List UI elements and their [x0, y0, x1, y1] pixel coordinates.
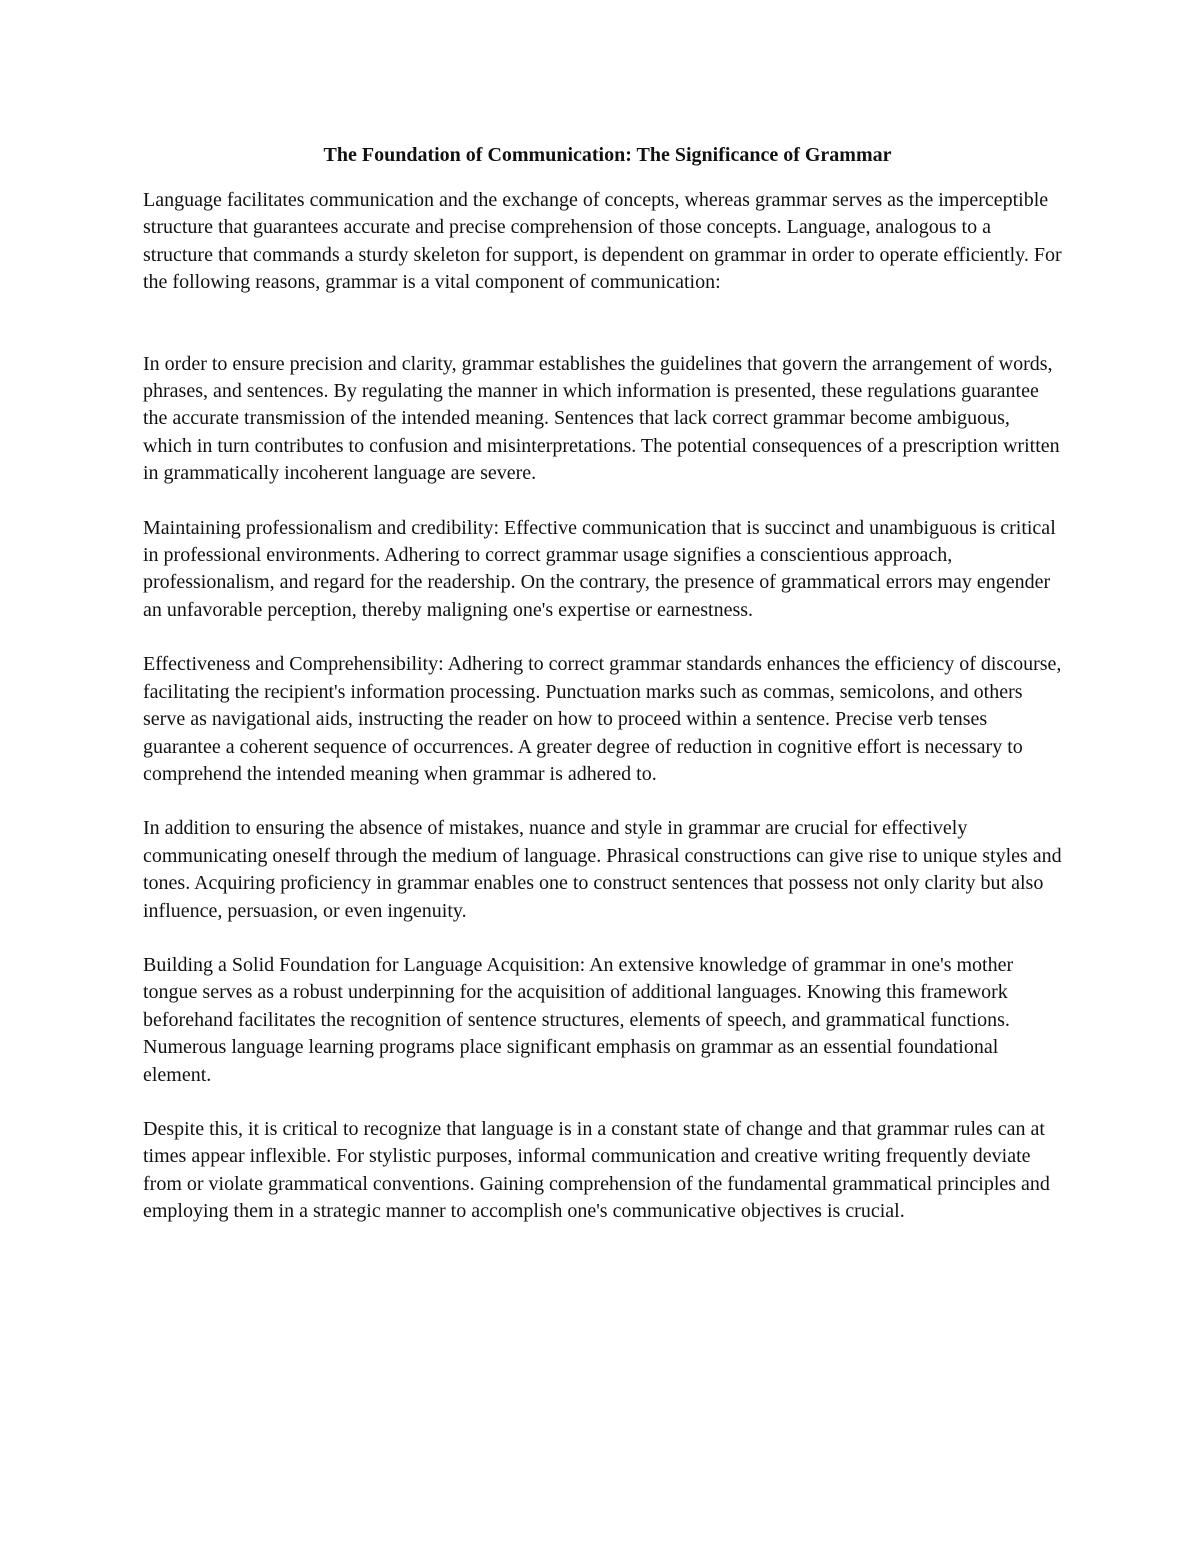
paragraph-precision-clarity: In order to ensure precision and clarity, grammar establishes the guidelines that govern the arrangement of words, phrases, and sentences. By regulating the manner in which information is presented, these regulations guarantee the accurate transmission of the intended meaning. Sentences that lack correct grammar become ambiguous, which in turn contributes to confusion and misinterpretations. The potential consequences of a prescription written in grammatically incoherent language are severe.	[143, 352, 1060, 485]
paragraph-introduction: Language facilitates communication and the exchange of concepts, whereas grammar serves as the imperceptible structure that guarantees accurate and precise comprehension of those concepts. Language, analogous to a structure that commands a sturdy skeleton for support, is dependent on grammar in order to operate efficiently. For the following reasons, grammar is a vital component of communication:	[143, 189, 1062, 294]
paragraph-professionalism: Maintaining professionalism and credibility: Effective communication that is succinct and unambiguous is critical in professional environments. Adhering to correct grammar usage signifies a conscientious approach, professionalism, and regard for the readership. On the contrary, the presence of grammatical errors may engender an unfavorable perception, thereby maligning one's expertise or earnestness.	[143, 516, 1056, 621]
paragraph-language-acquisition: Building a Solid Foundation for Language Acquisition: An extensive knowledge of grammar in one's mother tongue serves as a robust underpinning for the acquisition of additional languages. Knowing this framework beforehand facilitates the recognition of sentence structures, elements of speech, and grammatical functions. Numerous language learning programs place significant emphasis on grammar as an essential foundational element.	[143, 953, 1014, 1086]
paragraph-conclusion: Despite this, it is critical to recognize that language is in a constant state of change and that grammar rules can at times appear inflexible. For stylistic purposes, informal communication and creative writing frequently deviate from or violate grammatical conventions. Gaining comprehension of the fundamental grammatical principles and employing them in a strategic manner to accomplish one's communicative objectives is crucial.	[143, 1117, 1050, 1223]
document-body	[143, 187, 1062, 1226]
paragraph-nuance-style: In addition to ensuring the absence of mistakes, nuance and style in grammar are crucial for effectively communicating oneself through the medium of language. Phrasical constructions can give rise to unique styles and tones. Acquiring proficiency in grammar enables one to construct sentences that possess not only clarity but also influence, persuasion, or even ingenuity.	[143, 817, 1062, 922]
paragraph-effectiveness: Effectiveness and Comprehensibility: Adhering to correct grammar standards enhances the efficiency of discourse, facilitating the recipient's information processing. Punctuation marks such as commas, semicolons, and others serve as navigational aids, instructing the reader on how to proceed within a sentence. Precise verb tenses guarantee a coherent sequence of occurrences. A greater degree of reduction in cognitive effort is necessary to comprehend the intended meaning when grammar is adhered to.	[143, 653, 1062, 785]
document-title: The Foundation of Communication: The Significance of Grammar	[323, 144, 892, 166]
